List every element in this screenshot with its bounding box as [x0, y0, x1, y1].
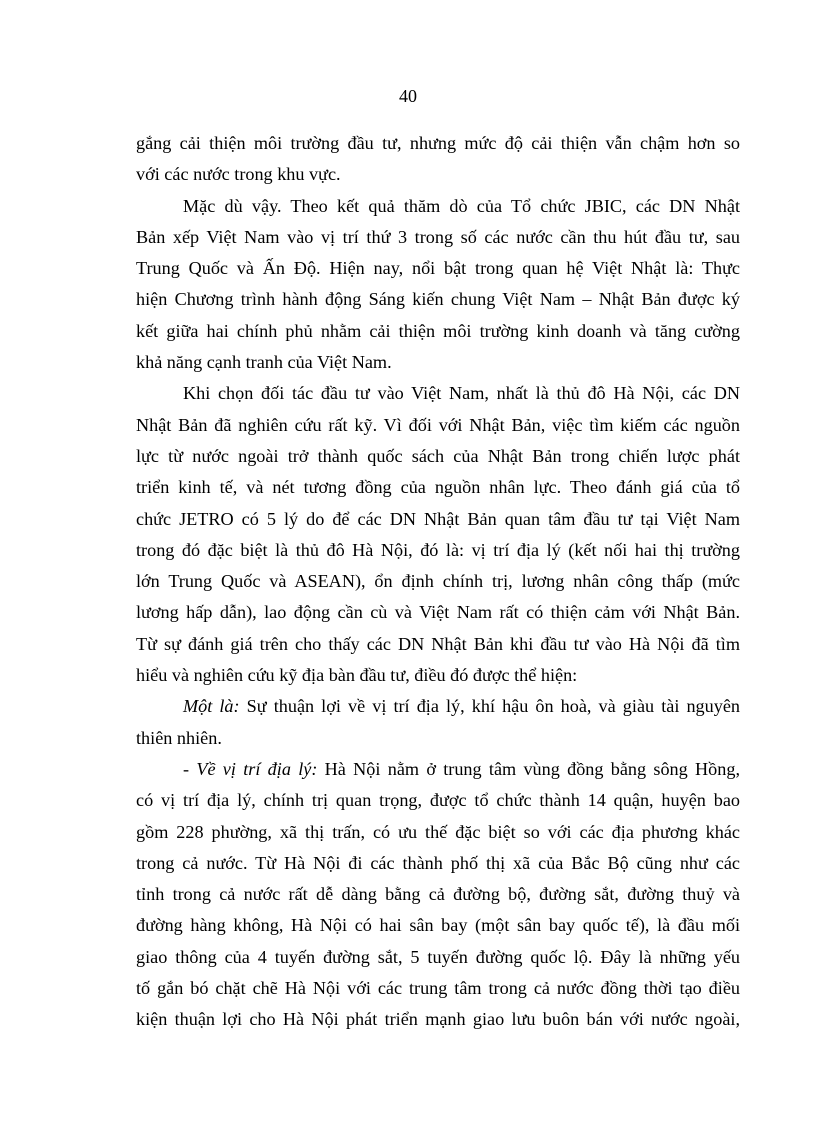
text-line: Từ sự đánh giá trên cho thấy các DN Nhật Bản khi đầu tư vào Hà Nội đã tìm	[136, 633, 740, 654]
text-line: có vị trí địa lý, chính trị quan trọng, được tổ chức thành 14 quận, huyện bao	[136, 790, 740, 811]
text-line: tỉnh trong cả nước rất dễ dàng bằng cả đường bộ, đường sắt, đường thuỷ và	[136, 884, 740, 905]
text-line: hiện Chương trình hành động Sáng kiến chung Việt Nam – Nhật Bản được ký	[136, 289, 740, 310]
text-line: Trung Quốc và Ấn Độ. Hiện nay, nổi bật trong quan hệ Việt Nhật là: Thực	[136, 258, 740, 279]
text-line	[136, 754, 740, 785]
italic-lead: - Về vị trí địa lý:	[183, 758, 318, 779]
text-line: tố gắn bó chặt chẽ Hà Nội với các trung tâm trong cả nước đồng thời tạo điều	[136, 978, 740, 999]
text-line: hiểu và nghiên cứu kỹ địa bàn đầu tư, điều đó được thể hiện:	[136, 665, 578, 686]
text-line: với các nước trong khu vực.	[136, 164, 341, 185]
text-line: lớn Trung Quốc và ASEAN), ổn định chính trị, lương nhân công thấp (mức	[136, 571, 740, 592]
text-line: Khi chọn đối tác đầu tư vào Việt Nam, nhất là thủ đô Hà Nội, các DN	[183, 383, 740, 404]
text-line: lương hấp dẫn), lao động cần cù và Việt Nam rất có thiện cảm với Nhật Bản.	[136, 602, 740, 623]
text-line: trong đó đặc biệt là thủ đô Hà Nội, đó là: vị trí địa lý (kết nối hai thị trường	[136, 539, 740, 560]
paragraph-geographic-location	[136, 754, 740, 1036]
text-line: gồm 228 phường, xã thị trấn, có ưu thế đặc biệt so với các địa phương khác	[136, 821, 740, 842]
text-line: Nhật Bản đã nghiên cứu rất kỹ. Vì đối với Nhật Bản, việc tìm kiếm các nguồn	[136, 414, 740, 435]
text-line: lực từ nước ngoài trở thành quốc sách của Nhật Bản trong chiến lược phát	[136, 445, 740, 466]
text-line: Mặc dù vậy. Theo kết quả thăm dò của Tổ chức JBIC, các DN Nhật	[183, 195, 740, 216]
text-line: thiên nhiên.	[136, 727, 222, 748]
text-line: đường hàng không, Hà Nội có hai sân bay (một sân bay quốc tế), là đầu mối	[136, 915, 740, 936]
text-run: Sự thuận lợi về vị trí địa lý, khí hậu ôn hoà, và giàu tài nguyên	[239, 696, 740, 717]
text-line: Bản xếp Việt Nam vào vị trí thứ 3 trong số các nước cần thu hút đầu tư, sau	[136, 226, 740, 247]
text-line: kết giữa hai chính phủ nhằm cải thiện môi trường kinh doanh và tăng cường	[136, 320, 740, 341]
paragraph-jetro-reasons	[136, 378, 740, 691]
text-line: trong cả nước. Từ Hà Nội đi các thành phố thị xã của Bắc Bộ cũng như các	[136, 852, 740, 873]
paragraph-investment-environment	[136, 128, 740, 191]
text-line: kiện thuận lợi cho Hà Nội phát triển mạnh giao lưu buôn bán với nước ngoài,	[136, 1009, 740, 1030]
text-line	[136, 691, 740, 722]
text-line: khả năng cạnh tranh của Việt Nam.	[136, 352, 392, 373]
paragraph-jbic-survey	[136, 191, 740, 379]
paragraph-point-one	[136, 691, 740, 754]
text-run: Hà Nội nằm ở trung tâm vùng đồng bằng sông Hồng,	[317, 758, 740, 779]
page-number: 40	[399, 86, 417, 106]
text-line: giao thông của 4 tuyến đường sắt, 5 tuyến đường quốc lộ. Đây là những yếu	[136, 946, 740, 967]
text-line: chức JETRO có 5 lý do để các DN Nhật Bản quan tâm đầu tư tại Việt Nam	[136, 508, 740, 529]
text-line: triển kinh tế, và nét tương đồng của nguồn nhân lực. Theo đánh giá của tổ	[136, 477, 740, 498]
text-line: gắng cải thiện môi trường đầu tư, nhưng mức độ cải thiện vẫn chậm hơn so	[136, 133, 740, 153]
italic-lead: Một là:	[183, 696, 240, 717]
document-body	[136, 128, 740, 1036]
